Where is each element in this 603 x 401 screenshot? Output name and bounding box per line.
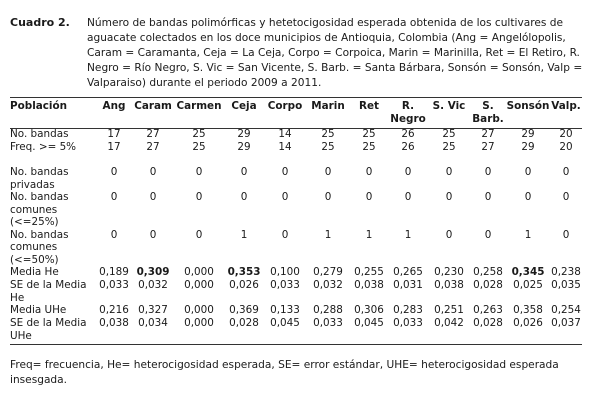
table-cell: 0 (195, 166, 203, 178)
table-cell: 0 (445, 228, 453, 241)
table-cell: 0,288 (313, 304, 343, 316)
column-header: Corpo (267, 100, 303, 112)
table-cell: 0 (195, 191, 203, 203)
table-cell: 0 (324, 166, 332, 178)
table-row (10, 141, 582, 166)
table-cell: 0,045 (354, 317, 384, 329)
table-cell: 0,238 (551, 266, 581, 278)
table-cell: 1 (524, 228, 532, 241)
table-cell: 0,251 (434, 304, 464, 316)
table-cell: 0,327 (138, 304, 168, 316)
table-cell: 0,258 (473, 266, 503, 278)
table-cell: 29 (521, 128, 535, 140)
table-cell: 25 (192, 141, 206, 153)
table-cell: 0 (281, 166, 289, 178)
table-cell: 0,353 (227, 266, 261, 278)
bottom-rule (10, 344, 582, 345)
table-cell: 26 (401, 128, 415, 140)
table-header-row (10, 100, 582, 128)
column-header: S. Vic (432, 100, 466, 112)
row-label: Freq. >= 5% (10, 141, 77, 153)
table-cell: 0,279 (313, 266, 343, 278)
table-cell: 0,028 (229, 317, 259, 329)
row-label: No. bandas comunes (<=25%) (10, 191, 69, 228)
table-cell: 1 (365, 228, 373, 241)
table-cell: 0,038 (434, 279, 464, 291)
table-cell: 0 (365, 166, 373, 178)
row-label: Media UHe (10, 304, 67, 316)
table-cell: 0,033 (393, 317, 423, 329)
table-cell: 0,254 (551, 304, 581, 316)
table-cell: 0,026 (229, 279, 259, 291)
table-cell: 0 (240, 191, 248, 203)
table-cell: 0,045 (270, 317, 300, 329)
column-header-poblacion: Población (10, 100, 68, 112)
table-cell: 0,034 (138, 317, 168, 329)
table-cell: 0,230 (434, 266, 464, 278)
table-cell: 0 (562, 191, 570, 203)
table-cell: 0 (484, 228, 492, 241)
table-cell: 1 (240, 228, 248, 241)
table-cell: 29 (237, 141, 251, 153)
row-label: SE de la Media UHe (10, 317, 87, 342)
table-cell: 0 (445, 166, 453, 178)
table-cell: 25 (362, 128, 376, 140)
table-cell: 27 (146, 141, 160, 153)
table-cell: 0,000 (184, 317, 214, 329)
table-cell: 25 (442, 128, 456, 140)
table-cell: 0,100 (270, 266, 300, 278)
table-cell: 0 (324, 191, 332, 203)
table-caption (10, 16, 592, 92)
table-cell: 20 (559, 141, 573, 153)
table-cell: 0,189 (99, 266, 129, 278)
table-cell: 25 (192, 128, 206, 140)
column-header: Valp. (551, 100, 581, 112)
caption-text: Número de bandas polimórficas y hetetocigosidad esperada obtenida de los cultivares de aguacate colectados en los doce municipios de Antioquia, Colombia (Ang = Angelólopolis, Caram = Caramanta, Ceja = La Ceja, Corpo = Corpoica, Marin = Marinilla, Ret = El Retiro, R. Negro = Río Negro, S. Vic = San Vicente, S. Barb. = Santa Bárbara, Sonsón = Sonsón, Valp = Valparaiso) durante el periodo 2009 a 2011. (87, 17, 583, 89)
table-cell: 0 (524, 191, 532, 203)
table-cell: 0,216 (99, 304, 129, 316)
table-cell: 1 (324, 228, 332, 241)
table-cell: 0,033 (99, 279, 129, 291)
table-cell: 0,255 (354, 266, 384, 278)
column-header: Ret (358, 100, 379, 112)
column-header: Marin (311, 100, 345, 112)
table-cell: 0,000 (184, 304, 214, 316)
table-cell: 0 (240, 166, 248, 178)
table-cell: 0,038 (99, 317, 129, 329)
column-header: R. Negro (390, 100, 426, 125)
row-label: No. bandas comunes (<=50%) (10, 228, 69, 266)
table-cell: 25 (321, 141, 335, 153)
top-rule (10, 97, 582, 98)
table-cell: 0,032 (138, 279, 168, 291)
table-cell: 0,037 (551, 317, 581, 329)
table-cell: 0 (149, 191, 157, 203)
table-cell: 0,033 (270, 279, 300, 291)
table-cell: 27 (146, 128, 160, 140)
table-cell: 0 (445, 191, 453, 203)
table-cell: 0,000 (184, 266, 214, 278)
table-footnote: Freq= frecuencia, He= heterocigosidad esperada, SE= error estándar, UHE= heterocigosidad esperada insesgada. (10, 359, 559, 386)
table-cell: 0 (110, 166, 118, 178)
table-cell: 0,042 (434, 317, 464, 329)
table-row (10, 304, 582, 317)
table-cell: 0,000 (184, 279, 214, 291)
table-cell: 0 (484, 191, 492, 203)
table-cell: 0,133 (270, 304, 300, 316)
table-cell: 0,265 (393, 266, 423, 278)
table-cell: 0 (404, 191, 412, 203)
table-cell: 14 (278, 141, 292, 153)
table-cell: 0 (365, 191, 373, 203)
table-cell: 0 (524, 166, 532, 178)
table-cell: 0,035 (551, 279, 581, 291)
table-cell: 0,369 (229, 304, 259, 316)
table-cell: 0,283 (393, 304, 423, 316)
table-row (10, 166, 582, 191)
table-row (10, 191, 582, 229)
table-cell: 29 (521, 141, 535, 153)
column-header: Ang (102, 100, 126, 112)
table-cell: 0,033 (313, 317, 343, 329)
table-cell: 0 (281, 191, 289, 203)
table-cell: 14 (278, 128, 292, 140)
column-header: Sonsón (506, 100, 550, 112)
table-cell: 29 (237, 128, 251, 140)
table-cell: 20 (559, 128, 573, 140)
table-cell: 0 (149, 166, 157, 178)
table-cell: 25 (442, 141, 456, 153)
table-cell: 0,028 (473, 279, 503, 291)
column-header: Ceja (231, 100, 257, 112)
table-cell: 25 (362, 141, 376, 153)
table-cell: 25 (321, 128, 335, 140)
table-cell: 0,032 (313, 279, 343, 291)
row-label: No. bandas (10, 128, 69, 140)
table-cell: 0,306 (354, 304, 384, 316)
table-cell: 0,358 (513, 304, 543, 316)
table-cell: 0,026 (513, 317, 543, 329)
table-cell: 0,038 (354, 279, 384, 291)
column-header: S. Barb. (472, 100, 504, 125)
table-cell: 0,031 (393, 279, 423, 291)
table-cell: 0 (110, 228, 118, 241)
table-cell: 0,263 (473, 304, 503, 316)
data-table (10, 100, 582, 342)
table-row (10, 266, 582, 279)
table-cell: 0,345 (511, 266, 545, 278)
table-cell: 17 (107, 128, 121, 140)
table-cell: 0 (110, 191, 118, 203)
table-cell: 1 (404, 228, 412, 241)
row-label: No. bandas privadas (10, 166, 69, 191)
table-cell: 0,025 (513, 279, 543, 291)
table-cell: 0 (484, 166, 492, 178)
table-cell: 27 (481, 141, 495, 153)
table-cell: 0 (562, 228, 570, 241)
table-row (10, 279, 582, 304)
table-cell: 0 (149, 228, 157, 241)
table-cell: 0 (281, 228, 289, 241)
table-row (10, 229, 582, 267)
table-cell: 0 (195, 228, 203, 241)
table-cell: 27 (481, 128, 495, 140)
caption-label: Cuadro 2. (10, 16, 70, 29)
table-cell: 26 (401, 141, 415, 153)
table-row (10, 317, 582, 342)
table-cell: 0,309 (136, 266, 170, 278)
row-label: Media He (10, 266, 59, 278)
table-cell: 0 (562, 166, 570, 178)
table-cell: 0 (404, 166, 412, 178)
table-row (10, 128, 582, 141)
row-label: SE de la Media He (10, 279, 87, 304)
table-cell: 17 (107, 141, 121, 153)
column-header: Caram (134, 100, 172, 112)
table-cell: 0,028 (473, 317, 503, 329)
column-header: Carmen (176, 100, 222, 112)
table-body (10, 128, 582, 342)
